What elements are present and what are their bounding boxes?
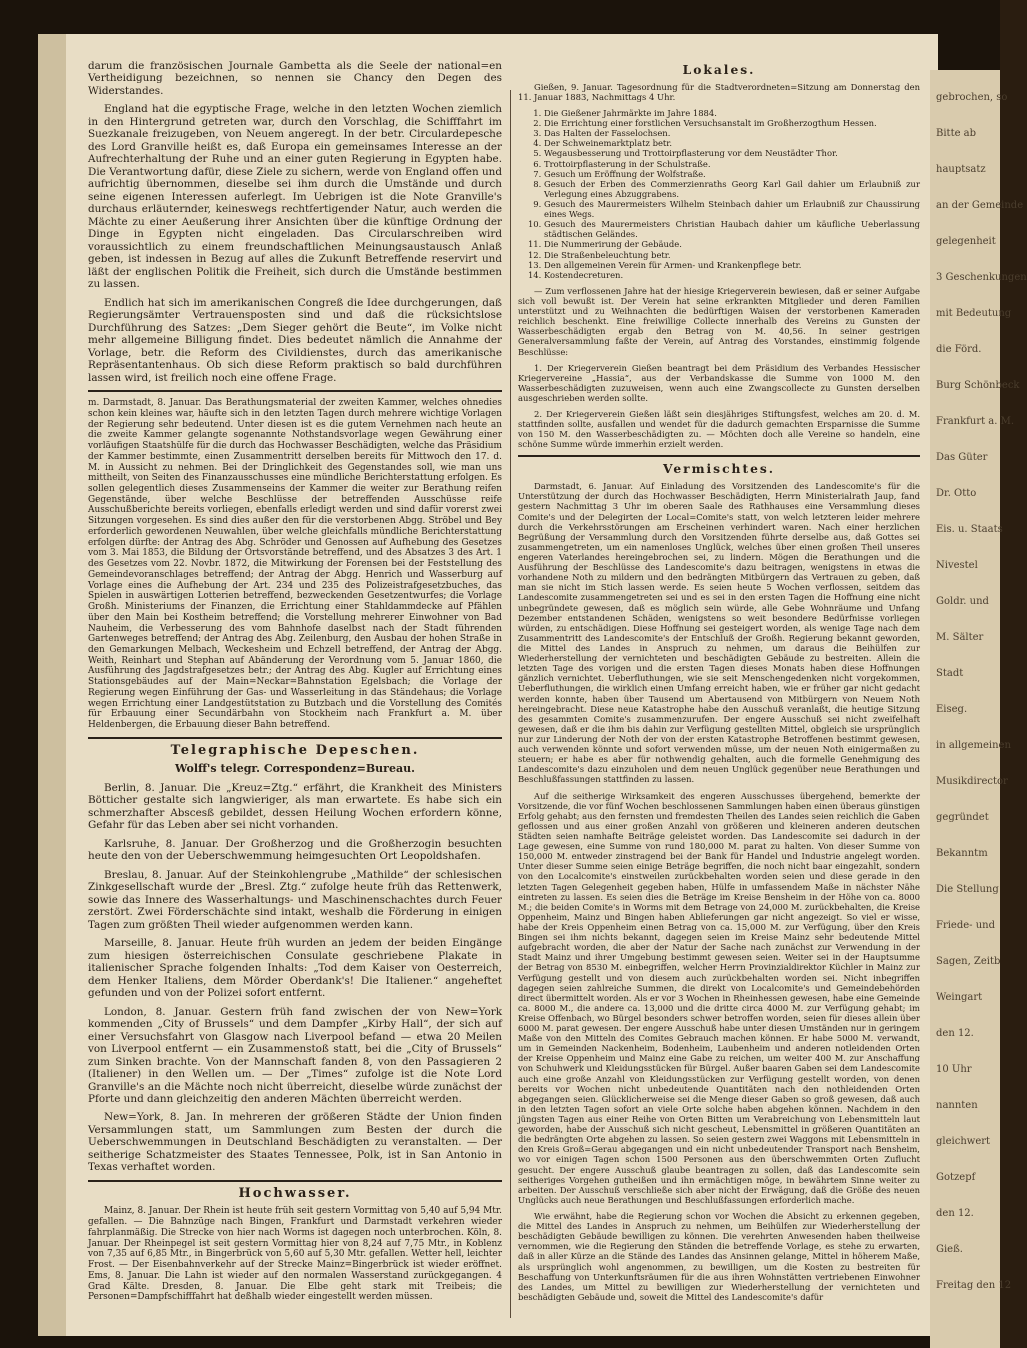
adjacent-page-fragment: 10 Uhr — [936, 1064, 972, 1075]
hochwasser-reports: Mainz, 8. Januar. Der Rhein ist heute früh seit gestern Vormittag von 5,40 auf 5,94 Mtr. gefallen. — Die Bahnzüge nach Bingen, Frankfurt und Darmstadt verkehren wieder fahrplanmäßig. Die Strecke von hier nach Worms ist dagegen noch unterbrochen. Köln, 8. Januar. Der Rheinpegel ist seit gestern Vormittag hier von 8,24 auf 7,75 Mtr., in Koblenz von 7,35 auf 6,85 Mtr., in Bingerbrück von 5,60 auf 5,30 Mtr. gefallen. Wetter hell, leichter Frost. — Der Eisenbahnverkehr auf der Strecke Mainz=Bingerbrück ist wieder eröffnet. Ems, 8. Januar. Die Lahn ist wieder auf den normalen Wasserstand zurückgegangen. 4 Grad Kälte. Dresden, 8. Januar. Die Elbe geht stark mit Treibeis; die Personen=Dampfschifffahrt hat deßhalb wieder eingestellt werden müssen. — [88, 1206, 502, 1303]
adjacent-page-fragment: Gieß. — [936, 1244, 963, 1255]
agenda-item: 10. Gesuch des Maurermeisters Christian Haubach dahier um käufliche Ueberlassung städtischen Geländes. — [544, 219, 920, 239]
newyork-dispatch: New=York, 8. Jan. In mehreren der größeren Städte der Union finden Versammlungen statt, um Sammlungen zum Besten der durch die Ueberschwemmungen in Deutschland Beschädigten zu veranstalten. — Der seitherige Schatzmeister des Staates Tennessee, Polk, ist in San Antonio in Texas verhaftet worden. — [88, 1111, 502, 1174]
agenda-item: 4. Der Schweinemarktplatz betr. — [544, 138, 920, 148]
agenda-item: 1. Die Gießener Jahrmärkte im Jahre 1884. — [544, 108, 920, 118]
adjacent-page-fragment: Friede- und — [936, 920, 995, 931]
hochwasser-heading: Hochwasser. — [238, 1185, 352, 1201]
section-rule — [518, 455, 920, 457]
section-rule — [88, 390, 502, 392]
vermischtes-paragraph-3: Wie erwähnt, habe die Regierung schon vor Wochen die Absicht zu erkennen gegeben, die Mittel des Landes in Anspruch zu nehmen, um Beihülfen zur Wiederherstellung der beschädigten Gebäude bewilligen zu können. Die verehrten Anwesenden haben theilweise vernommen, wie die Regierung den Ständen die betreffende Vorlage, es stehe zu erwarten, daß in aller Kürze an die Stände des Landes das Ansinnen gelange, Mittel in höherem Maße, als ursprünglich wohl angenommen, zu bewilligen, um die Kosten zu bestreiten für Beschaffung von Unterkunftsräumen für die aus ihren Wohnstätten vertriebenen Einwohner des Landes, um Mittel zu bewilligen zur Wiederherstellung der vernichteten und beschädigten Gebäude und, soweit die Mittel des Landescomite's dafür — [518, 1211, 920, 1302]
adjacent-page-fragment: Sagen, Zeitb — [936, 956, 1001, 967]
agenda-item: 3. Das Halten der Fasselochsen. — [544, 128, 920, 138]
adjacent-page-fragment: Eiseg. — [936, 704, 968, 715]
agenda-item: 13. Den allgemeinen Verein für Armen- und Krankenpflege betr. — [544, 260, 920, 270]
london-dispatch: London, 8. Januar. Gestern früh fand zwischen der von New=York kommenden „City of Brussels“ und dem Dampfer „Kirby Hall“, der sich auf einer Versuchsfahrt von Glasgow nach Liverpool befand — etwa 20 Meilen von Liverpool entfernt — ein Zusammenstoß statt, bei die „City of Brussels“ zum Sinken brachte. Von der Mannschaft fanden 8, von den Passagieren 2 (Italiener) in den Wellen um. — Der „Times“ zufolge ist die Note Lord Granville's an die Mächte noch nicht überreicht, dieselbe würde zunächst der Pforte und dann gleichzeitig den anderen Mächten überreicht werden. — [88, 1005, 502, 1105]
adjacent-page-fragment: Bekanntm — [936, 848, 988, 859]
agenda-item: 8. Gesuch der Erben des Commerzienraths Georg Karl Gail dahier um Erlaubniß zur Verlegung eines Abzuggrabens. — [544, 179, 920, 199]
adjacent-page-fragment: Eis. u. Staats — [936, 524, 1003, 535]
adjacent-page-fragment: Bitte ab — [936, 128, 977, 139]
adjacent-page-fragment: an der Gemeinde — [936, 200, 1024, 211]
adjacent-page-fragment: hauptsatz — [936, 164, 986, 175]
section-rule — [88, 1180, 502, 1182]
berlin-dispatch: Berlin, 8. Januar. Die „Kreuz=Ztg.“ erfährt, die Krankheit des Ministers Bötticher gestalte sich langwieriger, als man erwartete. Es habe sich ein schmerzhafter Abscesß gebildet, dessen Heilung Wochen erfordern könne, Gefahr für das Leben aber sei nicht vorhanden. — [88, 781, 502, 832]
adjacent-page-fragment: Goldr. und — [936, 596, 989, 607]
adjacent-page-fragment: Das Güter — [936, 452, 988, 463]
telegraph-heading: Telegraphische Depeschen. — [170, 742, 420, 758]
agenda-item: 7. Gesuch um Eröffnung der Wolfstraße. — [544, 169, 920, 179]
vermischtes-paragraph-2: Auf die seitherige Wirksamkeit des engeren Ausschusses übergehend, bemerkte der Vorsitzende, die vor fünf Wochen beschlossenen Sammlungen haben einen überaus günstigen Erfolg gehabt; aus den fernsten und fremdesten Theilen des Landes seien reichlich die Gaben geflossen und aus einer großen Anzahl von größeren und kleineren anderen deutschen Städten seien namhafte Beiträge geleistet worden. Das Landescomite sei dadurch in der Lage gewesen, eine Summe von rund 180,000 M. parat zu halten. Von dieser Summe von 150,000 M. entweder zinstragend bei der Bank für Handel und Industrie angelegt worden. Unter dieser Summe seien einige Beträge begriffen, die noch nicht baar eingezahlt, sondern von den Localcomite's einstweilen zurückbehalten worden seien und diese gerade in den letzten Tagen Gelegenheit gegeben haben, Hülfe in umfassendem Maße in nächster Nähe eintreten zu lassen. Es seien dies die Beträge im Kreise Bensheim in der Höhe von ca. 8000 M.; die beiden Comite's in Worms mit dem Betrage von 24,000 M. zurückbehalten, die Kreise Oppenheim, Mainz und Bingen haben Ablieferungen gar nicht angezeigt. So viel er wisse, habe der Kreis Oppenheim einen Betrag von ca. 15,000 M. zur Verfügung, über den Kreis Bingen sei ihm nichts bekannt, dagegen seien im Kreise Mainz sehr bedeutende Mittel aufgebracht worden, die aber der Natur der Sache nach zunächst zur Verwendung in der Stadt Mainz und ihrer Umgebung bestimmt gewesen seien. Weiter sei in der Hauptsumme der Betrag von 8530 M. einbegriffen, welcher Herrn Provinzialdirektor Küchler in Mainz zur Verfügung gestellt und von diesem auch zurückbehalten worden sei. Nicht inbegriffen dagegen seien zahlreiche Summen, die direkt von Localcomite's und Gemeindebehörden direct übermittelt worden. Als er vor 3 Wochen in Rheinhessen gewesen, habe eine Gemeinde ca. 8000 M., die andere ca. 13,000 und die dritte circa 4000 M. zur Verfügung gehabt; im Kreise Offenbach, wo Bürgel besonders schwer betroffen worden, seien für dieses allein über 6000 M. parat gewesen. Der engere Ausschuß habe unter diesen Umständen nur in geringem Maße von den Mitteln des Comites Gebrauch machen können. Er habe 5000 M. verwandt, um in Gemeinden Nackenheim, Bodenheim, Laubenheim und anderen notleidenden Orten der Kreise Oppenheim und Mainz eine Gabe zu reichen, um weiter 400 M. zur Anschaffung von Schuhwerk und Kleidungsstücken für Bürgel. Außer baaren Gaben sei dem Landescomite auch eine große Anzahl von Kleidungsstücken zur Verfügung gestellt worden, von denen bereits vor Wochen nicht unbedeutende Quantitäten nach den nothleidenden Orten abgegangen seien. Glücklicherweise sei die Menge dieser Gaben so groß gewesen, daß auch in den letzten Tagen sofort an viele Orte solche haben abgehen können. Nachdem in den jüngsten Tagen aus einer Reihe von Orten Bitten um Verabreichung von Lebensmitteln laut geworden, habe der Ausschuß sich nicht gescheut, Lebensmittel in größeren Quantitäten an die bedrängten Orte abgehen zu lassen. So seien gestern zwei Waggons mit Lebensmitteln in den Kreis Groß=Gerau abgegangen und ein nicht unbedeutender Transport nach Bensheim, wo vor einigen Tagen schon 1500 Personen aus den überschwemmten Orten Zuflucht gesucht. Der engere Ausschuß glaube beantragen zu sollen, daß das Landescomite sein seitheriges Vorgehen gutheißen und ihn ermächtigen möge, in bewährtem Sinne weiter zu arbeiten. Der Ausschuß verschließe sich aber nicht der Erwägung, daß die Größe des neuen Unglücks auch neue Berathungen und Beschlußfassungen erforderlich mache. — [518, 790, 920, 1205]
adjacent-page-fragment: gleichwert — [936, 1136, 991, 1147]
vermischtes-paragraph-1: Darmstadt, 6. Januar. Auf Einladung des Vorsitzenden des Landescomite's für die Unterstützung der durch das Hochwasser Beschädigten, Herrn Ministerialrath Jaup, fand gestern Nachmittag 3 Uhr im oberen Saale des Rathhauses eine Versammlung dieses Comite's und der Delegirten der Local=Comite's statt, von welch letzteren leider mehrere durch die Verkehrsstörungen am Erscheinen verhindert waren. Nach einer herzlichen Begrüßung der Versammlung durch den Vorsitzenden führte derselbe aus, daß Gottes sei zusammengetreten, um ein namenloses Unglück, welches über einen großen Theil unseres engeren Vaterlandes hereingebrochen sei, zu lindern. Mögen die Berathungen und die Ausführung der Beschlüsse des Landescomite's dazu beitragen, wenigstens in etwas die vorhandene Noth zu mildern und den bedrängten Mitbürgern das Vertrauen zu geben, daß man sie nicht im Stich lassen werde. Es seien heute 5 Wochen verflossen, seitdem das Landescomite zusammengetreten sei und es sei in den ersten Tagen die Hoffnung eine nicht unbegründete gewesen, daß es möglich sein würde, alle Gebe Wohnräume und Unfang Dezember entstandenen Schäden, wenigstens so weit besondere Bedürfnisse vorliegen würden, zu entschädigen. Diese Hoffnung sei gesteigert worden, als wenige Tage nach dem Zusammentritt des Landescomite's der Entschluß der Großh. Regierung bekannt geworden, die Mittel des Landes in Anspruch zu nehmen, um daraus die Beihülfen zur Wiederherstellung der vernichteten und beschädigten Gebäude zu bestreiten. Allein die letzten Tage des vorigen und die ersten Tagen dieses Monats haben diese Hoffnungen gänzlich vernichtet. Ueberfluthungen, wie sie seit Menschengedenken nicht vorgekommen, Ueberfluthungen, die wirklich einen Umfang erreicht haben, wie er früher gar nicht gedacht werden konnte, haben über Tausend um Abertausend von Mitbürgern von Neuem Noth hereingebracht. Diese neue Katastrophe habe den Ausschuß veranlaßt, die heutige Sitzung des gesammten Comite's zusammenzurufen. Der engere Ausschuß sei nicht zweifelhaft gewesen, daß er die ihm bis dahin zur Verfügung gestellten Mittel, obgleich sie ursprünglich nur zur Linderung der Noth der von der ersten Katastrophe Betroffenen bestimmt gewesen, auch verwenden könnte und sofort verwenden müsse, um der neuen Noth einigermaßen zu steuern; er habe es aber für nothwendig gehalten, auch die formelle Genehmigung des Landescomite's dazu einzuholen und dem neuen Unglück gegenüber neue Berathungen und Beschlußfassungen stattfinden zu lassen. — [518, 481, 920, 785]
marseille-dispatch: Marseille, 8. Januar. Heute früh wurden an jedem der beiden Eingänge zum hiesigen österreichischen Consulate geschriebene Plakate in italienischer Sprache folgenden Inhalts: „Tod dem Kaiser von Oesterreich, dem Henker Italiens, dem Mörder Oberdank's! Die Italiener.“ angeheftet gefunden und von der Polizei sofort entfernt. — [88, 937, 502, 1000]
agenda-item: 5. Wegausbesserung und Trottoirpflasterung vor dem Neustädter Thor. — [544, 148, 920, 158]
adjacent-page-fragment: Frankfurt a. M. — [936, 416, 1015, 427]
adjacent-page-fragment: die Förd. — [936, 344, 982, 355]
adjacent-page-fragment: Nivestel — [936, 560, 978, 571]
karlsruhe-dispatch: Karlsruhe, 8. Januar. Der Großherzog und die Großherzogin besuchten heute den von der Ueberschwemmung heimgesuchten Ort Leopoldshafen. — [88, 837, 502, 863]
egypt-paragraph: England hat die egyptische Frage, welche in den letzten Wochen ziemlich in den Hintergrund getreten war, durch den Vorschlag, die Schifffahrt im Suezkanale freizugeben, von Neuem angeregt. In der betr. Circulardepesche des Lord Granville heißt es, daß Europa ein gemeinsames Interesse an der Aufrechterhaltung der Ruhe und an einer guten Regierung in Egypten habe. Die Verantwortung dafür, diese Ziele zu sichern, werde von England offen und aufrichtig übernommen, dieselbe sei ihm durch die Umstände und durch seine eigenen Interessen auferlegt. Im Uebrigen ist die Note Granville's durchaus erläuternder, keineswegs rechtfertigender Natur, auch werden die Mächte zu einer Aeußerung ihrer Ansichten über die künftige Ordnung der Dinge in Egypten nicht eingeladen. Das Circularschreiben wird voraussichtlich zu einem freundschaftlichen Meinungsaustausch Anlaß geben, ist indessen in Bezug auf alles die Zukunft Betreffende reservirt und läßt der englischen Politik die Freiheit, sich durch die Umstände bestimmen zu lassen. — [88, 103, 502, 291]
adjacent-page-fragment: Freitag den 12 — [936, 1280, 1012, 1291]
adjacent-page-fragment: gegründet — [936, 812, 989, 823]
section-rule — [88, 737, 502, 739]
adjacent-page-edge — [930, 70, 1027, 1348]
adjacent-page-fragment: den 12. — [936, 1028, 974, 1039]
adjacent-page-fragment: Weingart — [936, 992, 983, 1003]
adjacent-page-fragment: Musikdirector — [936, 776, 1008, 787]
adjacent-page-fragment: Gotzepf — [936, 1172, 976, 1183]
lokales-heading: Lokales. — [682, 62, 756, 77]
resolution-1: 1. Der Kriegerverein Gießen beantragt bei dem Präsidium des Verbandes Hessischer Kriegervereine „Hassia“, aus der Verbandskasse die Summe von 1000 M. den Wasserbeschädigten zuzuweisen, wenn auch eine Zwangscollecte zu Gunsten derselben ausgeschrieben werden sollte. — [518, 362, 920, 403]
breslau-dispatch: Breslau, 8. Januar. Auf der Steinkohlengrube „Mathilde“ der schlesischen Zinkgesellschaft wurde der „Bresl. Ztg.“ zufolge heute früh das Rettenwerk, sowie das Innere des Wasserhaltungs- und Maschinenschachtes durch Feuer zerstört. Zwei Förderschächte sind intakt, weshalb die Förderung in einigen Tagen zum größten Theil wieder aufgenommen werden kann. — [88, 868, 502, 931]
binding-shadow — [38, 34, 66, 1336]
congress-paragraph: Endlich hat sich im amerikanischen Congreß die Idee durchgerungen, daß Regierungsämter Vertrauensposten sind und daß die rücksichtslose Durchführung des Satzes: „Dem Sieger gehört die Beute“, im Volke nicht mehr allgemeine Billigung findet. Dies bedeutet nämlich die Annahme der Vorlage, betr. die Reform des Civildienstes, durch das amerikanische Repräsentantenhaus. Ob sich diese Reform praktisch so bald durchführen lassen wird, ist freilich noch eine offene Frage. — [88, 296, 502, 384]
adjacent-page-fragment: gebrochen, so — [936, 92, 1008, 103]
telegraph-subheading: Wolff's telegr. Correspondenz=Bureau. — [175, 762, 415, 776]
agenda-item: 9. Gesuch des Maurermeisters Wilhelm Steinbach dahier um Erlaubniß zur Chaussirung eines Wegs. — [544, 199, 920, 219]
adjacent-page-fragment: nannten — [936, 1100, 978, 1111]
column-divider — [510, 90, 511, 1318]
vermischtes-heading: Vermischtes. — [662, 461, 776, 477]
agenda-item: 12. Die Straßenbeleuchtung betr. — [544, 250, 920, 260]
adjacent-page-fragment: mit Bedeutung — [936, 308, 1012, 319]
adjacent-page-fragment: gelegenheit — [936, 236, 996, 247]
adjacent-page-fragment: Burg Schönbeck — [936, 380, 1020, 391]
column-right — [518, 60, 920, 1308]
kriegerverein-paragraph: — Zum verflossenen Jahre hat der hiesige Kriegerverein bewiesen, daß er seiner Aufgabe sich voll bewußt ist. Der Verein hat seine erkrankten Mitglieder und deren Familien unterstützt und zu Weihnachten die bedürftigen Waisen der verstorbenen Kameraden reichlich beschenkt. Eine freiwillige Collecte innerhalb des Vereins zu Gunsten der Wasserbeschädigten ergab den Betrag von M. 40,56. In seiner gestrigen Generalversammlung faßte der Verein, auf Antrag des Vorstandes, einstimmig folgende Beschlüsse: — [518, 285, 920, 357]
resolution-2: 2. Der Kriegerverein Gießen läßt sein diesjähriges Stiftungsfest, welches am 20. d. M. stattfinden sollte, ausfallen und wendet für die dadurch gemachten Ersparnisse die Summe von 150 M. den Wasserbeschädigten zu. — Möchten doch alle Vereine so handeln, eine schöne Summe würde immerhin erzielt werden. — [518, 409, 920, 450]
gambetta-paragraph: darum die französischen Journale Gambetta als die Seele der national=en Vertheidigung bezeichnen, so nennen sie Chancy den Degen des Widerstandes. — [88, 60, 502, 97]
column-left — [88, 60, 502, 1309]
adjacent-page-fragment: den 12. — [936, 1208, 974, 1219]
adjacent-page-fragment: M. Sälter — [936, 632, 984, 643]
agenda-item: 2. Die Errichtung einer forstlichen Versuchsanstalt im Großherzogthum Hessen. — [544, 118, 920, 128]
adjacent-page-fragment: Die Stellung — [936, 884, 999, 895]
agenda-list — [518, 108, 920, 280]
adjacent-page-fragment: Dr. Otto — [936, 488, 977, 499]
adjacent-page-fragment: 3 Geschenkungen — [936, 272, 1027, 283]
agenda-item: 11. Die Nummerirung der Gebäude. — [544, 239, 920, 249]
adjacent-page-fragment: Stadt — [936, 668, 964, 679]
darmstadt-report: m. Darmstadt, 8. Januar. Das Berathungsmaterial der zweiten Kammer, welches ohnedies schon kein kleines war, häufte sich in den letzten Tagen durch mehrere wichtige Vorlagen der Regierung sehr bedeutend. Unter diesen ist es die gutem Vernehmen nach heute an die zweite Kammer gelangte sogenannte Nothstandsvorlage wegen Gewährung einer vorläufigen Staatshülfe für die durch das Hochwasser Beschädigten, welche das Präsidium der Kammer bestimmte, einen Zusammentritt derselben bereits für Mittwoch den 17. d. M. in Aussicht zu nehmen. Bei der Dringlichkeit des Gegenstandes soll, wie man uns mittheilt, von Seiten des Finanzausschusses eine mündliche Berichterstattung erfolgen. Es sollen gelegentlich dieses Zusammenseins der Kammer die weiter zur Berathung reifen Gegenstände, über welche Beschlüsse der betreffenden Ausschüsse reife Ausschußberichte bereits vorliegen, ebenfalls erledigt werden und sind dafür vorerst zwei Sitzungen vorgesehen. Es sind dies außer den für die verstorbenen Abgg. Ströbel und Bey erforderlich gewordenen Neuwahlen, über welche gleichfalls mündliche Berichterstattung erfolgen dürfte: der Antrag des Abg. Schröder und Genossen auf Aufhebung des Gesetzes vom 3. Mai 1853, die Bildung der Ortsvorstände betreffend, und des Absatzes 3 des Art. 1 des Gesetzes vom 22. Novbr. 1872, die Mitwirkung der Forensen bei der Feststellung des Gemeindevoranschlages betreffend; der Antrag der Abgg. Henrich und Wasserburg auf Vorlage eines die Aufhebung der Art. 234 und 235 des Polizeistrafgesetzbuches, das Spielen in auswärtigen Lotterien betreffend, bezweckenden Gesetzentwurfes; die Vorlage Großh. Ministeriums der Finanzen, die Errichtung einer Stahldammdecke auf Pfählen über den Main bei Kostheim betreffend; die Vorstellung mehrerer Einwohner von Bad Nauheim, die Verbesserung des vom Bahnhofe daselbst nach der Stadt führenden Gartenweges betreffend; der Antrag des Abg. Zeilenburg, den Ausbau der hohen Straße in den Gemarkungen Melbach, Weckesheim und Echzell betreffend, der Antrag der Abgg. Weith, Reinhart und Stephan auf Abänderung der Verordnung vom 5. Januar 1860, die Ausführung des Jagdstrafgesetzes betr.; der Antrag des Abg. Kugler auf Errichtung eines Stationsgebäudes auf der Main=Neckar=Bahnstation Egelsbach; die Vorlage der Regierung wegen Einführung der Gas- und Wasserleitung in das Ständehaus; die Vorlage wegen Errichtung einer Landgestütstation zu Butzbach und die Vorstellung des Comités für Erbauung einer Secundärbahn von Stockheim nach Frankfurt a. M. über Heldenbergen, die Erbauung dieser Bahn betreffend. — [88, 398, 502, 731]
agenda-item: 14. Kostendecreturen. — [544, 270, 920, 280]
giessen-agenda-intro: Gießen, 9. Januar. Tagesordnung für die Stadtverordneten=Sitzung am Donnerstag den 11. Januar 1883, Nachmittags 4 Uhr. — [518, 81, 920, 102]
agenda-item: 6. Trottoirpflasterung in der Schulstraße. — [544, 159, 920, 169]
adjacent-page-fragment: in allgemeinen — [936, 740, 1011, 751]
